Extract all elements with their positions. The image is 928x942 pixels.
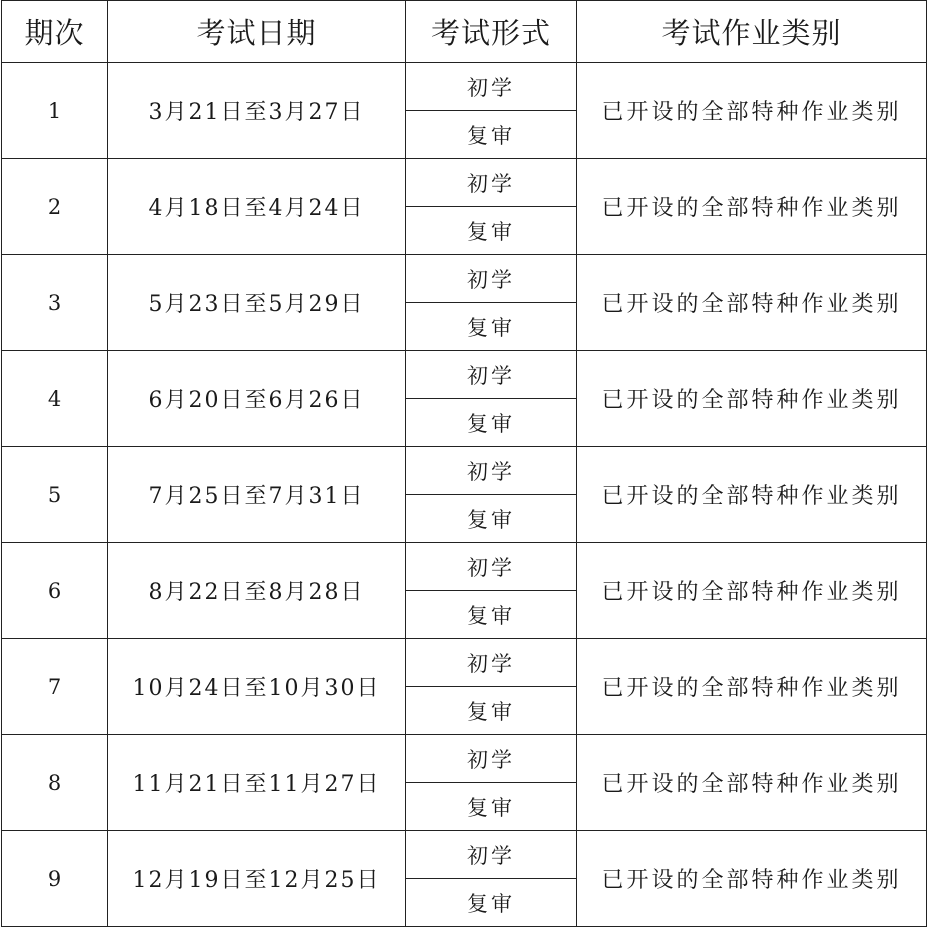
- exam-form-initial: 初学: [406, 735, 577, 783]
- period-number: 3: [2, 255, 108, 351]
- exam-category: 已开设的全部特种作业类别: [577, 447, 927, 543]
- exam-date: 12月19日至12月25日: [108, 831, 406, 927]
- exam-form-review: 复审: [406, 303, 577, 351]
- exam-form-review: 复审: [406, 399, 577, 447]
- exam-form-initial: 初学: [406, 159, 577, 207]
- period-number: 4: [2, 351, 108, 447]
- exam-date: 10月24日至10月30日: [108, 639, 406, 735]
- exam-category: 已开设的全部特种作业类别: [577, 639, 927, 735]
- exam-form-initial: 初学: [406, 447, 577, 495]
- header-exam-category: 考试作业类别: [577, 1, 927, 63]
- exam-category: 已开设的全部特种作业类别: [577, 831, 927, 927]
- exam-form-review: 复审: [406, 687, 577, 735]
- header-exam-form: 考试形式: [406, 1, 577, 63]
- exam-category: 已开设的全部特种作业类别: [577, 735, 927, 831]
- period-number: 6: [2, 543, 108, 639]
- period-number: 7: [2, 639, 108, 735]
- exam-category: 已开设的全部特种作业类别: [577, 351, 927, 447]
- period-number: 5: [2, 447, 108, 543]
- exam-date: 4月18日至4月24日: [108, 159, 406, 255]
- table-row: [2, 159, 927, 207]
- table-row: [2, 735, 927, 783]
- table-row: [2, 543, 927, 591]
- exam-form-review: 复审: [406, 879, 577, 927]
- exam-date: 6月20日至6月26日: [108, 351, 406, 447]
- table-row: [2, 63, 927, 111]
- exam-form-initial: 初学: [406, 351, 577, 399]
- exam-date: 8月22日至8月28日: [108, 543, 406, 639]
- exam-category: 已开设的全部特种作业类别: [577, 63, 927, 159]
- table-body: [2, 63, 927, 927]
- period-number: 9: [2, 831, 108, 927]
- exam-form-review: 复审: [406, 591, 577, 639]
- exam-form-review: 复审: [406, 783, 577, 831]
- header-exam-date: 考试日期: [108, 1, 406, 63]
- table-row: [2, 447, 927, 495]
- exam-form-initial: 初学: [406, 255, 577, 303]
- table-header: [2, 1, 927, 63]
- exam-form-initial: 初学: [406, 63, 577, 111]
- period-number: 1: [2, 63, 108, 159]
- exam-form-initial: 初学: [406, 543, 577, 591]
- exam-category: 已开设的全部特种作业类别: [577, 543, 927, 639]
- header-period: 期次: [2, 1, 108, 63]
- exam-date: 3月21日至3月27日: [108, 63, 406, 159]
- table-row: [2, 351, 927, 399]
- period-number: 2: [2, 159, 108, 255]
- table-row: [2, 639, 927, 687]
- exam-date: 11月21日至11月27日: [108, 735, 406, 831]
- table-row: [2, 831, 927, 879]
- header-row: [2, 1, 927, 63]
- exam-category: 已开设的全部特种作业类别: [577, 159, 927, 255]
- exam-form-review: 复审: [406, 495, 577, 543]
- exam-form-initial: 初学: [406, 639, 577, 687]
- exam-form-initial: 初学: [406, 831, 577, 879]
- exam-form-review: 复审: [406, 111, 577, 159]
- exam-date: 5月23日至5月29日: [108, 255, 406, 351]
- exam-category: 已开设的全部特种作业类别: [577, 255, 927, 351]
- table-row: [2, 255, 927, 303]
- exam-schedule-table: [1, 0, 927, 927]
- exam-date: 7月25日至7月31日: [108, 447, 406, 543]
- exam-form-review: 复审: [406, 207, 577, 255]
- period-number: 8: [2, 735, 108, 831]
